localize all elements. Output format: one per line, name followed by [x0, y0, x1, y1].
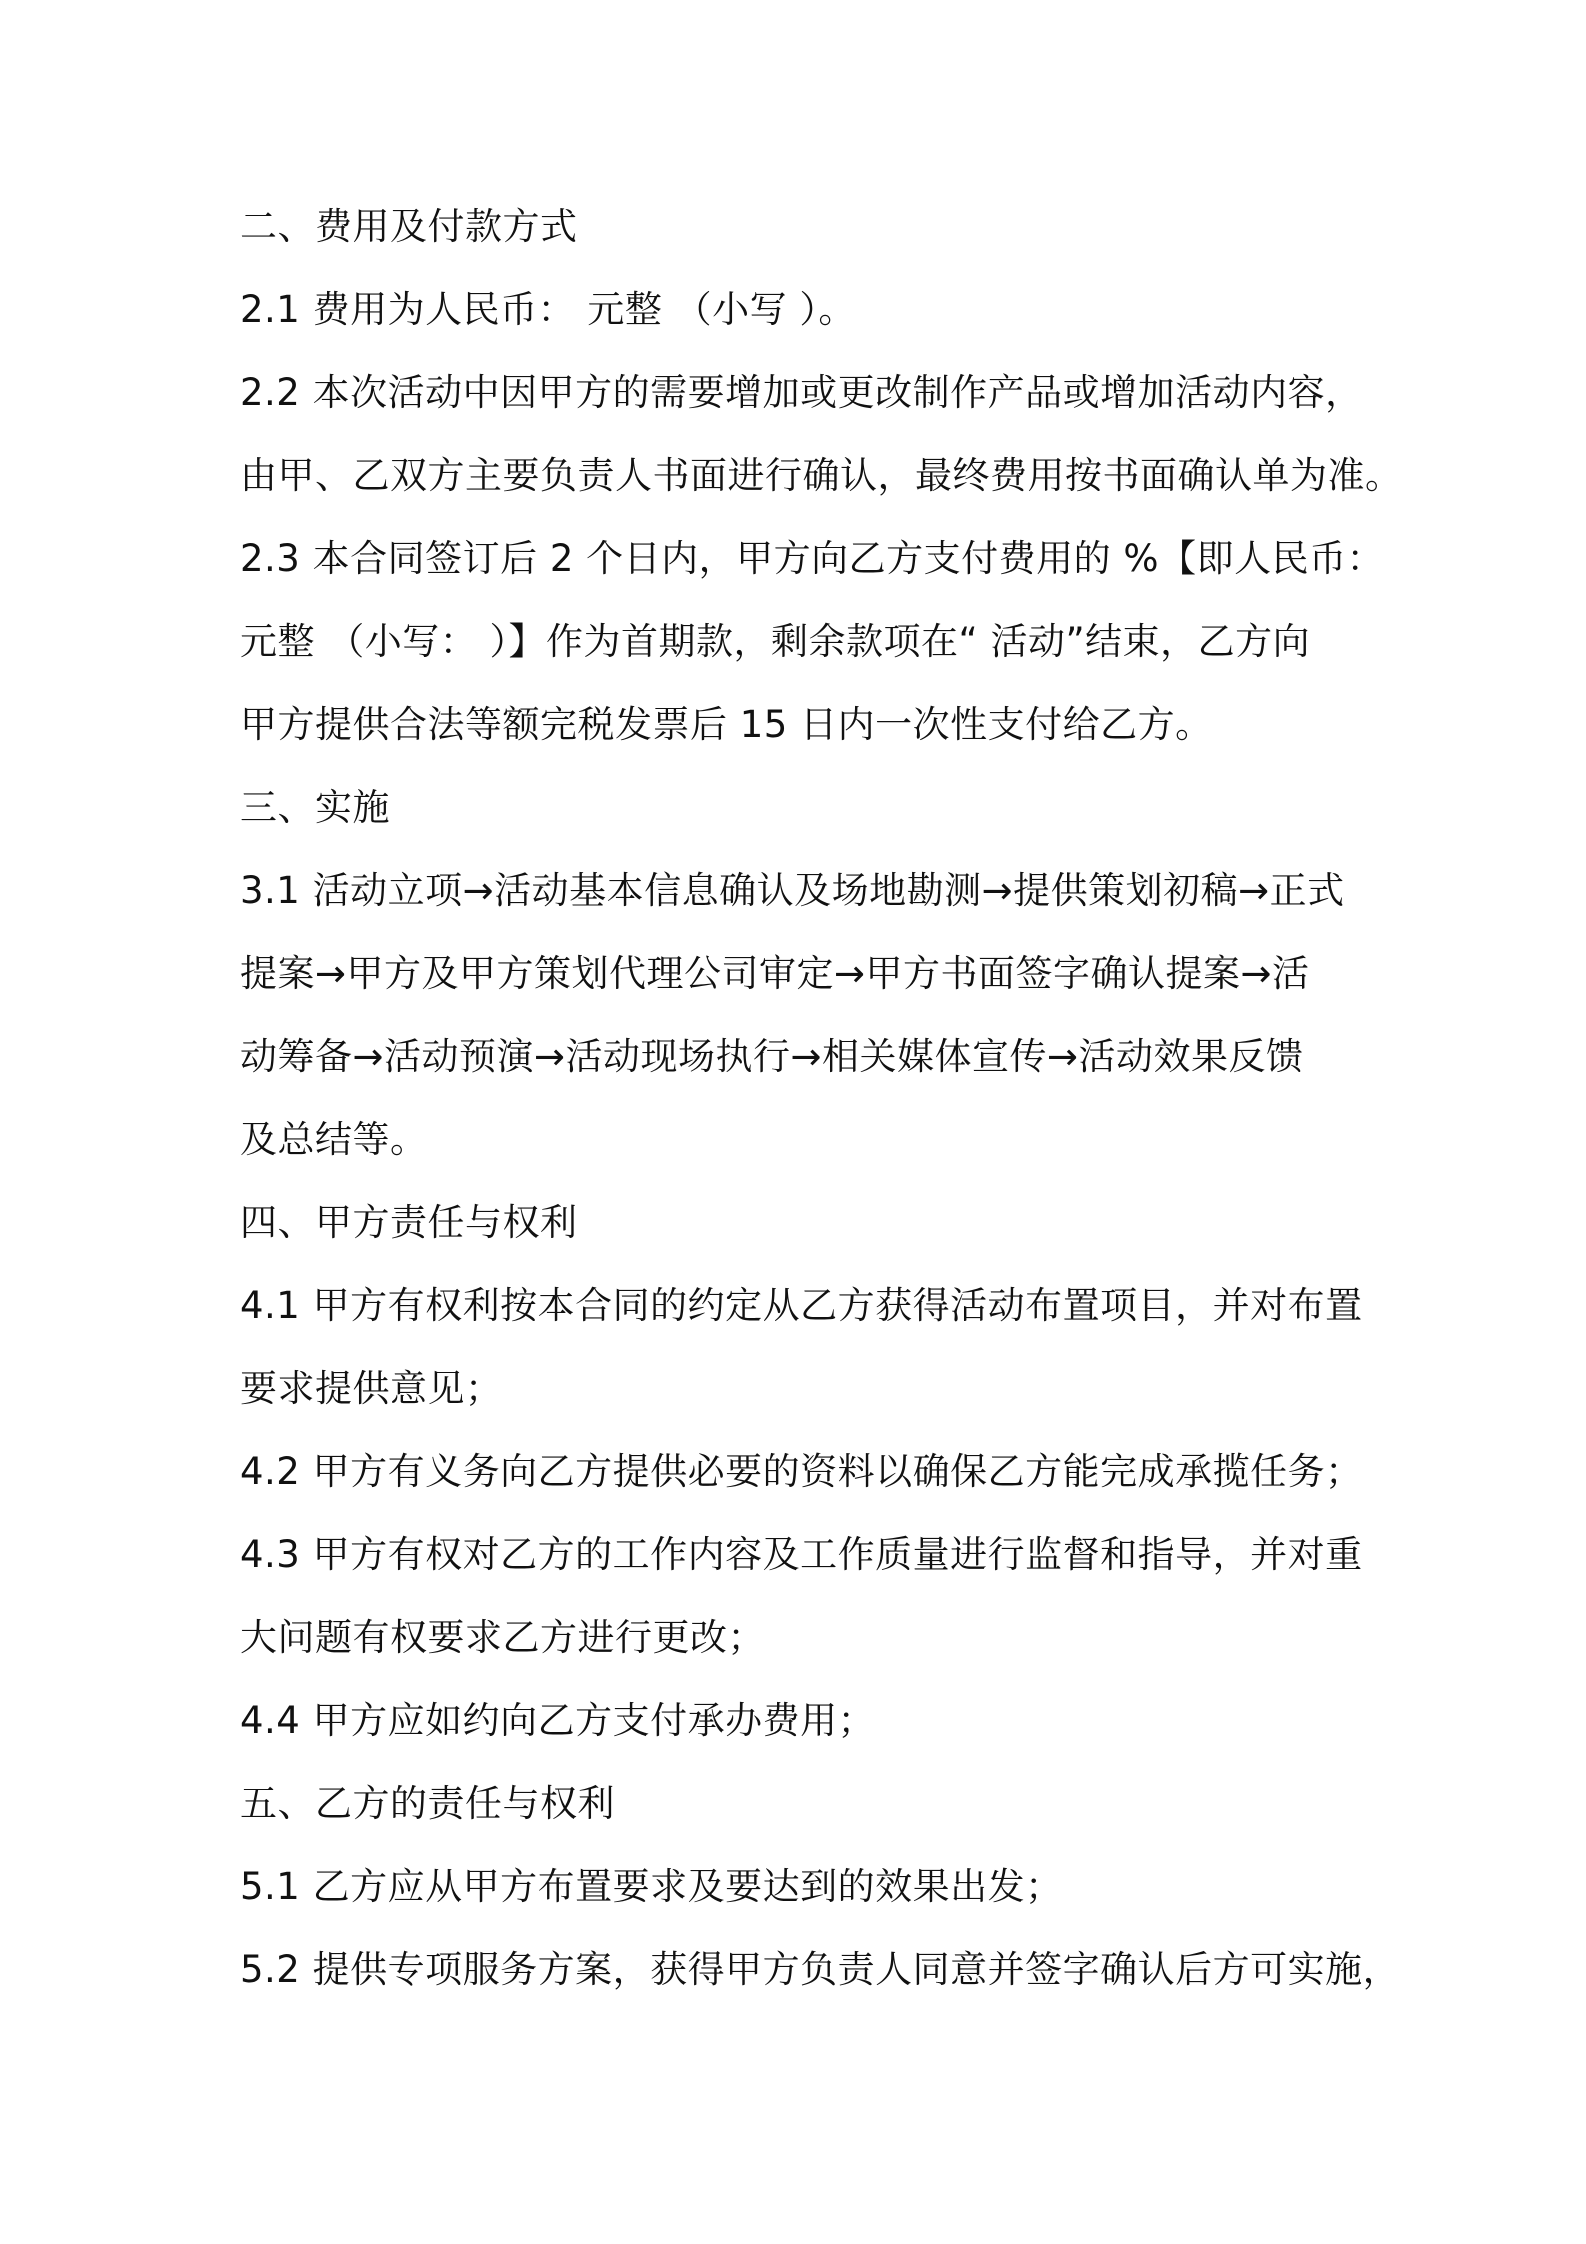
- clause-2-2-line-1: 2.2 本次活动中因甲方的需要增加或更改制作产品或增加活动内容，: [240, 371, 1363, 414]
- clause-3-1-line-2: 提案→甲方及甲方策划代理公司审定→甲方书面签字确认提案→活: [240, 952, 1310, 995]
- clause-5-2: 5.2 提供专项服务方案，获得甲方负责人同意并签字确认后方可实施，: [240, 1948, 1401, 1991]
- clause-3-1-line-4: 及总结等。: [240, 1118, 428, 1161]
- section-heading-fees: 二、费用及付款方式: [240, 205, 578, 248]
- clause-4-4: 4.4 甲方应如约向乙方支付承办费用；: [240, 1699, 876, 1742]
- clause-2-3-line-2: 元整 （小写： ）】作为首期款，剩余款项在“ 活动”结束，乙方向: [240, 620, 1311, 663]
- clause-4-1-line-1: 4.1 甲方有权利按本合同的约定从乙方获得活动布置项目，并对布置: [240, 1284, 1363, 1327]
- section-heading-implementation: 三、实施: [240, 786, 390, 829]
- clause-2-3-line-1: 2.3 本合同签订后 2 个日内，甲方向乙方支付费用的 %【即人民币：: [240, 537, 1385, 580]
- clause-4-1-line-2: 要求提供意见；: [240, 1367, 503, 1410]
- clause-4-3-line-2: 大问题有权要求乙方进行更改；: [240, 1616, 765, 1659]
- clause-4-3-line-1: 4.3 甲方有权对乙方的工作内容及工作质量进行监督和指导，并对重: [240, 1533, 1363, 1576]
- clause-3-1-line-1: 3.1 活动立项→活动基本信息确认及场地勘测→提供策划初稿→正式: [240, 869, 1345, 912]
- clause-2-3-line-3: 甲方提供合法等额完税发票后 15 日内一次性支付给乙方。: [240, 703, 1213, 746]
- section-heading-party-b: 五、乙方的责任与权利: [240, 1782, 615, 1825]
- clause-3-1-line-3: 动筹备→活动预演→活动现场执行→相关媒体宣传→活动效果反馈: [240, 1035, 1304, 1078]
- clause-4-2: 4.2 甲方有义务向乙方提供必要的资料以确保乙方能完成承揽任务；: [240, 1450, 1363, 1493]
- clause-2-2-line-2: 由甲、乙双方主要负责人书面进行确认，最终费用按书面确认单为准。: [240, 454, 1403, 497]
- clause-2-1: 2.1 费用为人民币： 元整 （小写 ）。: [240, 288, 856, 331]
- clause-5-1: 5.1 乙方应从甲方布置要求及要达到的效果出发；: [240, 1865, 1063, 1908]
- section-heading-party-a: 四、甲方责任与权利: [240, 1201, 578, 1244]
